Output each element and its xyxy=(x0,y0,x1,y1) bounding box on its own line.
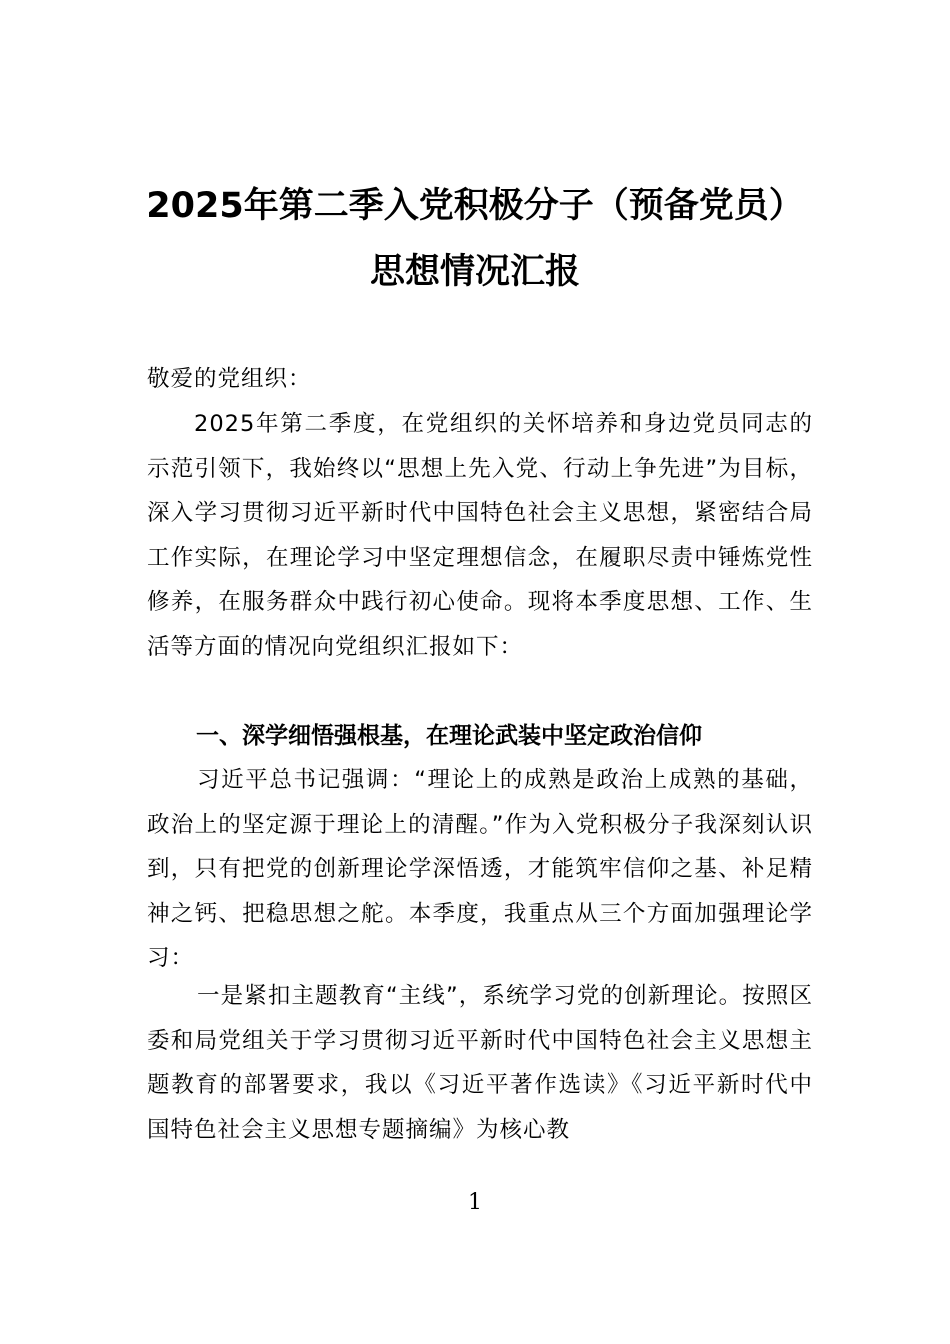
paragraph-intro: 2025年第二季度，在党组织的关怀培养和身边党员同志的示范引领下，我始终以“思想上先入党、行动上争先进”为目标，深入学习贯彻习近平新时代中国特色社会主义思想，紧密结合局工作实际，在理论学习中坚定理想信念，在履职尽责中锤炼党性修养，在服务群众中践行初心使命。现将本季度思想、工作、生活等方面的情况向党组织汇报如下： xyxy=(147,411,813,660)
salutation: 敬爱的党组织： xyxy=(147,366,312,392)
page-number: 1 xyxy=(468,1190,482,1215)
document-title-line2: 思想情况汇报 xyxy=(369,252,580,292)
paragraph-study-point-1: 一是紧扣主题教育“主线”，系统学习党的创新理论。按照区委和局党组关于学习贯彻习近平新时代中国特色社会主义思想主题教育的部署要求，我以《习近平著作选读》《习近平新时代中国特色社会主义思想专题摘编》为核心教 xyxy=(147,983,813,1143)
paragraph-theory: 习近平总书记强调：“理论上的成熟是政治上成熟的基础，政治上的坚定源于理论上的清醒。”作为入党积极分子我深刻认识到，只有把党的创新理论学深悟透，才能筑牢信仰之基、补足精神之钙、把稳思想之舵。本季度，我重点从三个方面加强理论学习： xyxy=(147,767,813,971)
document-title-line1: 2025年第二季入党积极分子（预备党员） xyxy=(146,186,804,226)
section-heading-1: 一、深学细悟强根基，在理论武装中坚定政治信仰 xyxy=(196,723,702,749)
